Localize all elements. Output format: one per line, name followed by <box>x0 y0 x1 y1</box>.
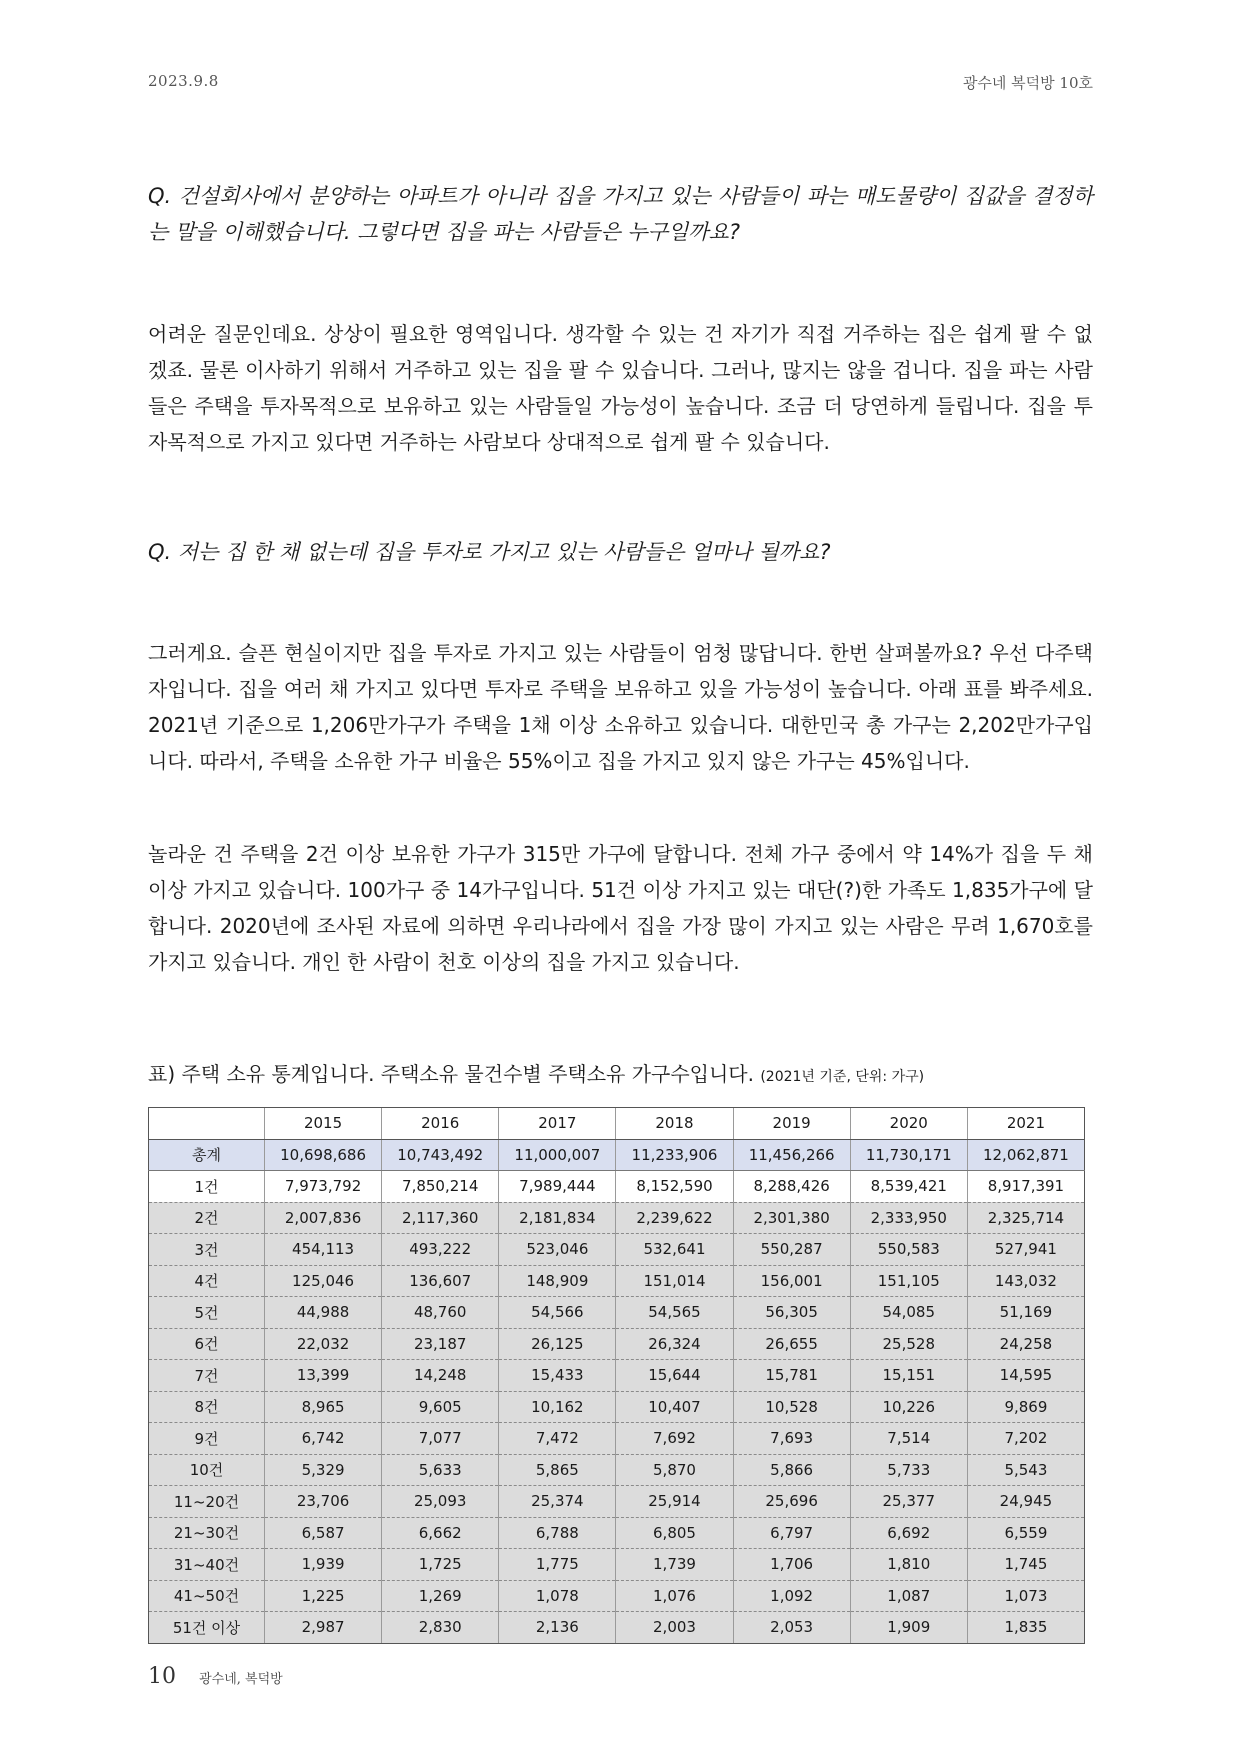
year-header: 2015 <box>265 1108 382 1140</box>
table-cell: 7,514 <box>850 1423 967 1455</box>
table-cell: 12,062,871 <box>967 1139 1084 1171</box>
table-cell: 1,087 <box>850 1580 967 1612</box>
table-cell: 148,909 <box>499 1265 616 1297</box>
table-row <box>149 1360 1085 1392</box>
row-label: 5건 <box>149 1297 265 1329</box>
table-cell: 5,866 <box>733 1454 850 1486</box>
table-cell: 15,151 <box>850 1360 967 1392</box>
table-cell: 2,136 <box>499 1612 616 1644</box>
table-cell: 151,105 <box>850 1265 967 1297</box>
table-cell: 23,187 <box>382 1328 499 1360</box>
table-cell: 5,865 <box>499 1454 616 1486</box>
row-label: 9건 <box>149 1423 265 1455</box>
row-label: 21~30건 <box>149 1517 265 1549</box>
table-cell: 1,269 <box>382 1580 499 1612</box>
table-cell: 26,125 <box>499 1328 616 1360</box>
row-label: 1건 <box>149 1171 265 1203</box>
table-cell: 10,162 <box>499 1391 616 1423</box>
table-cell: 550,583 <box>850 1234 967 1266</box>
table-cell: 1,706 <box>733 1549 850 1581</box>
table-cell: 7,973,792 <box>265 1171 382 1203</box>
table-row <box>149 1234 1085 1266</box>
table-cell: 8,539,421 <box>850 1171 967 1203</box>
table-cell: 25,377 <box>850 1486 967 1518</box>
row-label: 총계 <box>149 1139 265 1171</box>
year-header: 2017 <box>499 1108 616 1140</box>
row-label: 3건 <box>149 1234 265 1266</box>
table-row <box>149 1423 1085 1455</box>
table-cell: 8,965 <box>265 1391 382 1423</box>
row-label: 2건 <box>149 1202 265 1234</box>
table-cell: 10,528 <box>733 1391 850 1423</box>
row-label: 41~50건 <box>149 1580 265 1612</box>
table-row <box>149 1202 1085 1234</box>
year-header: 2020 <box>850 1108 967 1140</box>
table-cell: 10,226 <box>850 1391 967 1423</box>
question-1: Q. 건설회사에서 분양하는 아파트가 아니라 집을 가지고 있는 사람들이 파는 매도물량이 집값을 결정하는 말을 이해했습니다. 그렇다면 집을 파는 사람들은 누구일까요? <box>148 184 1093 244</box>
table-cell: 6,662 <box>382 1517 499 1549</box>
table-cell: 1,073 <box>967 1580 1084 1612</box>
table-cell: 22,032 <box>265 1328 382 1360</box>
table-cell: 143,032 <box>967 1265 1084 1297</box>
table-cell: 5,329 <box>265 1454 382 1486</box>
year-header: 2021 <box>967 1108 1084 1140</box>
table-cell: 14,595 <box>967 1360 1084 1392</box>
table-cell: 1,225 <box>265 1580 382 1612</box>
table-cell: 44,988 <box>265 1297 382 1329</box>
table-cell: 8,917,391 <box>967 1171 1084 1203</box>
answer-3: 놀라운 건 주택을 2건 이상 보유한 가구가 315만 가구에 달합니다. 전체 가구 중에서 약 14%가 집을 두 채 이상 가지고 있습니다. 100가구 중 14가구입니다. 51건 이상 가지고 있는 대단(?)한 가족도 1,835가구에 달합니다. 2020년에 조사된 자료에 의하면 우리나라에서 집을 가장 많이 가지고 있는 사람은 무려 1,670호를 가지고 있습니다. 개인 한 사람이 천호 이상의 집을 가지고 있습니다. <box>148 842 1093 974</box>
header-publication-title: 광수네 복덕방 10호 <box>962 74 1093 92</box>
table-cell: 2,987 <box>265 1612 382 1644</box>
table-cell: 56,305 <box>733 1297 850 1329</box>
table-cell: 2,239,622 <box>616 1202 733 1234</box>
table-cell: 5,870 <box>616 1454 733 1486</box>
table-cell: 5,633 <box>382 1454 499 1486</box>
table-caption-note: (2021년 기준, 단위: 가구) <box>760 1069 925 1085</box>
row-label: 31~40건 <box>149 1549 265 1581</box>
table-cell: 6,587 <box>265 1517 382 1549</box>
row-label: 8건 <box>149 1391 265 1423</box>
table-cell: 156,001 <box>733 1265 850 1297</box>
table-cell: 15,433 <box>499 1360 616 1392</box>
table-cell: 25,093 <box>382 1486 499 1518</box>
year-header: 2016 <box>382 1108 499 1140</box>
table-cell: 1,092 <box>733 1580 850 1612</box>
table-cell: 7,850,214 <box>382 1171 499 1203</box>
table-cell: 7,692 <box>616 1423 733 1455</box>
table-cell: 5,733 <box>850 1454 967 1486</box>
table-cell: 2,830 <box>382 1612 499 1644</box>
table-cell: 1,078 <box>499 1580 616 1612</box>
table-header-row <box>149 1108 1085 1140</box>
table-cell: 26,324 <box>616 1328 733 1360</box>
table-cell: 8,288,426 <box>733 1171 850 1203</box>
year-header: 2018 <box>616 1108 733 1140</box>
answer-2: 그러게요. 슬픈 현실이지만 집을 투자로 가지고 있는 사람들이 엄청 많답니다. 한번 살펴볼까요? 우선 다주택자입니다. 집을 여러 채 가지고 있다면 투자로 주택을 보유하고 있을 가능성이 높습니다. 아래 표를 봐주세요. 2021년 기준으로 1,206만가구가 주택을 1채 이상 소유하고 있습니다. 대한민국 총 가구는 2,202만가구입니다. 따라서, 주택을 소유한 가구 비율은 55%이고 집을 가지고 있지 않은 가구는 45%입니다. <box>148 641 1093 773</box>
table-cell: 25,528 <box>850 1328 967 1360</box>
table-cell: 532,641 <box>616 1234 733 1266</box>
table-cell: 25,914 <box>616 1486 733 1518</box>
page-number: 10 <box>148 1664 176 1689</box>
table-row <box>149 1580 1085 1612</box>
row-label: 7건 <box>149 1360 265 1392</box>
table-cell: 15,781 <box>733 1360 850 1392</box>
table-cell: 550,287 <box>733 1234 850 1266</box>
table-cell: 1,739 <box>616 1549 733 1581</box>
table-cell: 54,085 <box>850 1297 967 1329</box>
table-cell: 9,869 <box>967 1391 1084 1423</box>
table-cell: 6,788 <box>499 1517 616 1549</box>
table-cell: 7,077 <box>382 1423 499 1455</box>
table-cell: 7,202 <box>967 1423 1084 1455</box>
table-cell: 1,835 <box>967 1612 1084 1644</box>
table-cell: 6,742 <box>265 1423 382 1455</box>
row-label: 11~20건 <box>149 1486 265 1518</box>
table-cell: 1,745 <box>967 1549 1084 1581</box>
table-cell: 51,169 <box>967 1297 1084 1329</box>
table-cell: 1,909 <box>850 1612 967 1644</box>
row-label: 4건 <box>149 1265 265 1297</box>
table-total-row <box>149 1139 1085 1171</box>
table-row <box>149 1612 1085 1644</box>
table-cell: 8,152,590 <box>616 1171 733 1203</box>
table-cell: 11,233,906 <box>616 1139 733 1171</box>
year-header: 2019 <box>733 1108 850 1140</box>
table-cell: 2,181,834 <box>499 1202 616 1234</box>
table-cell: 527,941 <box>967 1234 1084 1266</box>
table-cell: 11,730,171 <box>850 1139 967 1171</box>
table-cell: 6,805 <box>616 1517 733 1549</box>
table-corner-cell <box>149 1108 265 1140</box>
table-cell: 15,644 <box>616 1360 733 1392</box>
table-cell: 9,605 <box>382 1391 499 1423</box>
row-label: 10건 <box>149 1454 265 1486</box>
table-cell: 493,222 <box>382 1234 499 1266</box>
answer-1: 어려운 질문인데요. 상상이 필요한 영역입니다. 생각할 수 있는 건 자기가 직접 거주하는 집은 쉽게 팔 수 없겠죠. 물론 이사하기 위해서 거주하고 있는 집을 팔 수 있습니다. 그러나, 많지는 않을 겁니다. 집을 파는 사람들은 주택을 투자목적으로 보유하고 있는 사람들일 가능성이 높습니다. 조금 더 당연하게 들립니다. 집을 투자목적으로 가지고 있다면 거주하는 사람보다 상대적으로 쉽게 팔 수 있습니다. <box>148 322 1093 454</box>
table-row <box>149 1517 1085 1549</box>
table-cell: 1,775 <box>499 1549 616 1581</box>
table-cell: 125,046 <box>265 1265 382 1297</box>
table-row <box>149 1549 1085 1581</box>
table-cell: 24,258 <box>967 1328 1084 1360</box>
table-cell: 1,076 <box>616 1580 733 1612</box>
question-2: Q. 저는 집 한 채 없는데 집을 투자로 가지고 있는 사람들은 얼마나 될까요? <box>148 540 831 564</box>
row-label: 51건 이상 <box>149 1612 265 1644</box>
footer-publication: 광수네, 복덕방 <box>199 1672 283 1687</box>
table-cell: 10,743,492 <box>382 1139 499 1171</box>
page-footer <box>148 1664 283 1689</box>
table-cell: 5,543 <box>967 1454 1084 1486</box>
table-cell: 151,014 <box>616 1265 733 1297</box>
table-cell: 1,725 <box>382 1549 499 1581</box>
table-row <box>149 1265 1085 1297</box>
header-date: 2023.9.8 <box>148 72 219 90</box>
table-cell: 7,472 <box>499 1423 616 1455</box>
table-cell: 25,374 <box>499 1486 616 1518</box>
table-caption-text: 표) 주택 소유 통계입니다. 주택소유 물건수별 주택소유 가구수입니다. <box>148 1062 754 1086</box>
table-cell: 2,333,950 <box>850 1202 967 1234</box>
table-row <box>149 1297 1085 1329</box>
table-row <box>149 1454 1085 1486</box>
row-label: 6건 <box>149 1328 265 1360</box>
table-cell: 2,053 <box>733 1612 850 1644</box>
table-cell: 523,046 <box>499 1234 616 1266</box>
table-cell: 2,003 <box>616 1612 733 1644</box>
table-cell: 2,117,360 <box>382 1202 499 1234</box>
table-cell: 6,692 <box>850 1517 967 1549</box>
table-cell: 7,693 <box>733 1423 850 1455</box>
table-cell: 1,939 <box>265 1549 382 1581</box>
table-cell: 24,945 <box>967 1486 1084 1518</box>
table-cell: 136,607 <box>382 1265 499 1297</box>
table-caption <box>148 1058 924 1087</box>
table-cell: 6,559 <box>967 1517 1084 1549</box>
table-cell: 1,810 <box>850 1549 967 1581</box>
table-cell: 11,456,266 <box>733 1139 850 1171</box>
table-cell: 10,698,686 <box>265 1139 382 1171</box>
table-cell: 14,248 <box>382 1360 499 1392</box>
table-cell: 7,989,444 <box>499 1171 616 1203</box>
table-cell: 13,399 <box>265 1360 382 1392</box>
table-cell: 2,325,714 <box>967 1202 1084 1234</box>
table-cell: 6,797 <box>733 1517 850 1549</box>
table-cell: 26,655 <box>733 1328 850 1360</box>
table-cell: 23,706 <box>265 1486 382 1518</box>
table-cell: 54,566 <box>499 1297 616 1329</box>
table-cell: 10,407 <box>616 1391 733 1423</box>
housing-ownership-table <box>148 1107 1085 1644</box>
table-cell: 2,007,836 <box>265 1202 382 1234</box>
table-cell: 454,113 <box>265 1234 382 1266</box>
table-row <box>149 1391 1085 1423</box>
table-row <box>149 1486 1085 1518</box>
table-cell: 54,565 <box>616 1297 733 1329</box>
table-row <box>149 1328 1085 1360</box>
table-row <box>149 1171 1085 1203</box>
table-cell: 11,000,007 <box>499 1139 616 1171</box>
table-cell: 25,696 <box>733 1486 850 1518</box>
table-cell: 48,760 <box>382 1297 499 1329</box>
table-cell: 2,301,380 <box>733 1202 850 1234</box>
